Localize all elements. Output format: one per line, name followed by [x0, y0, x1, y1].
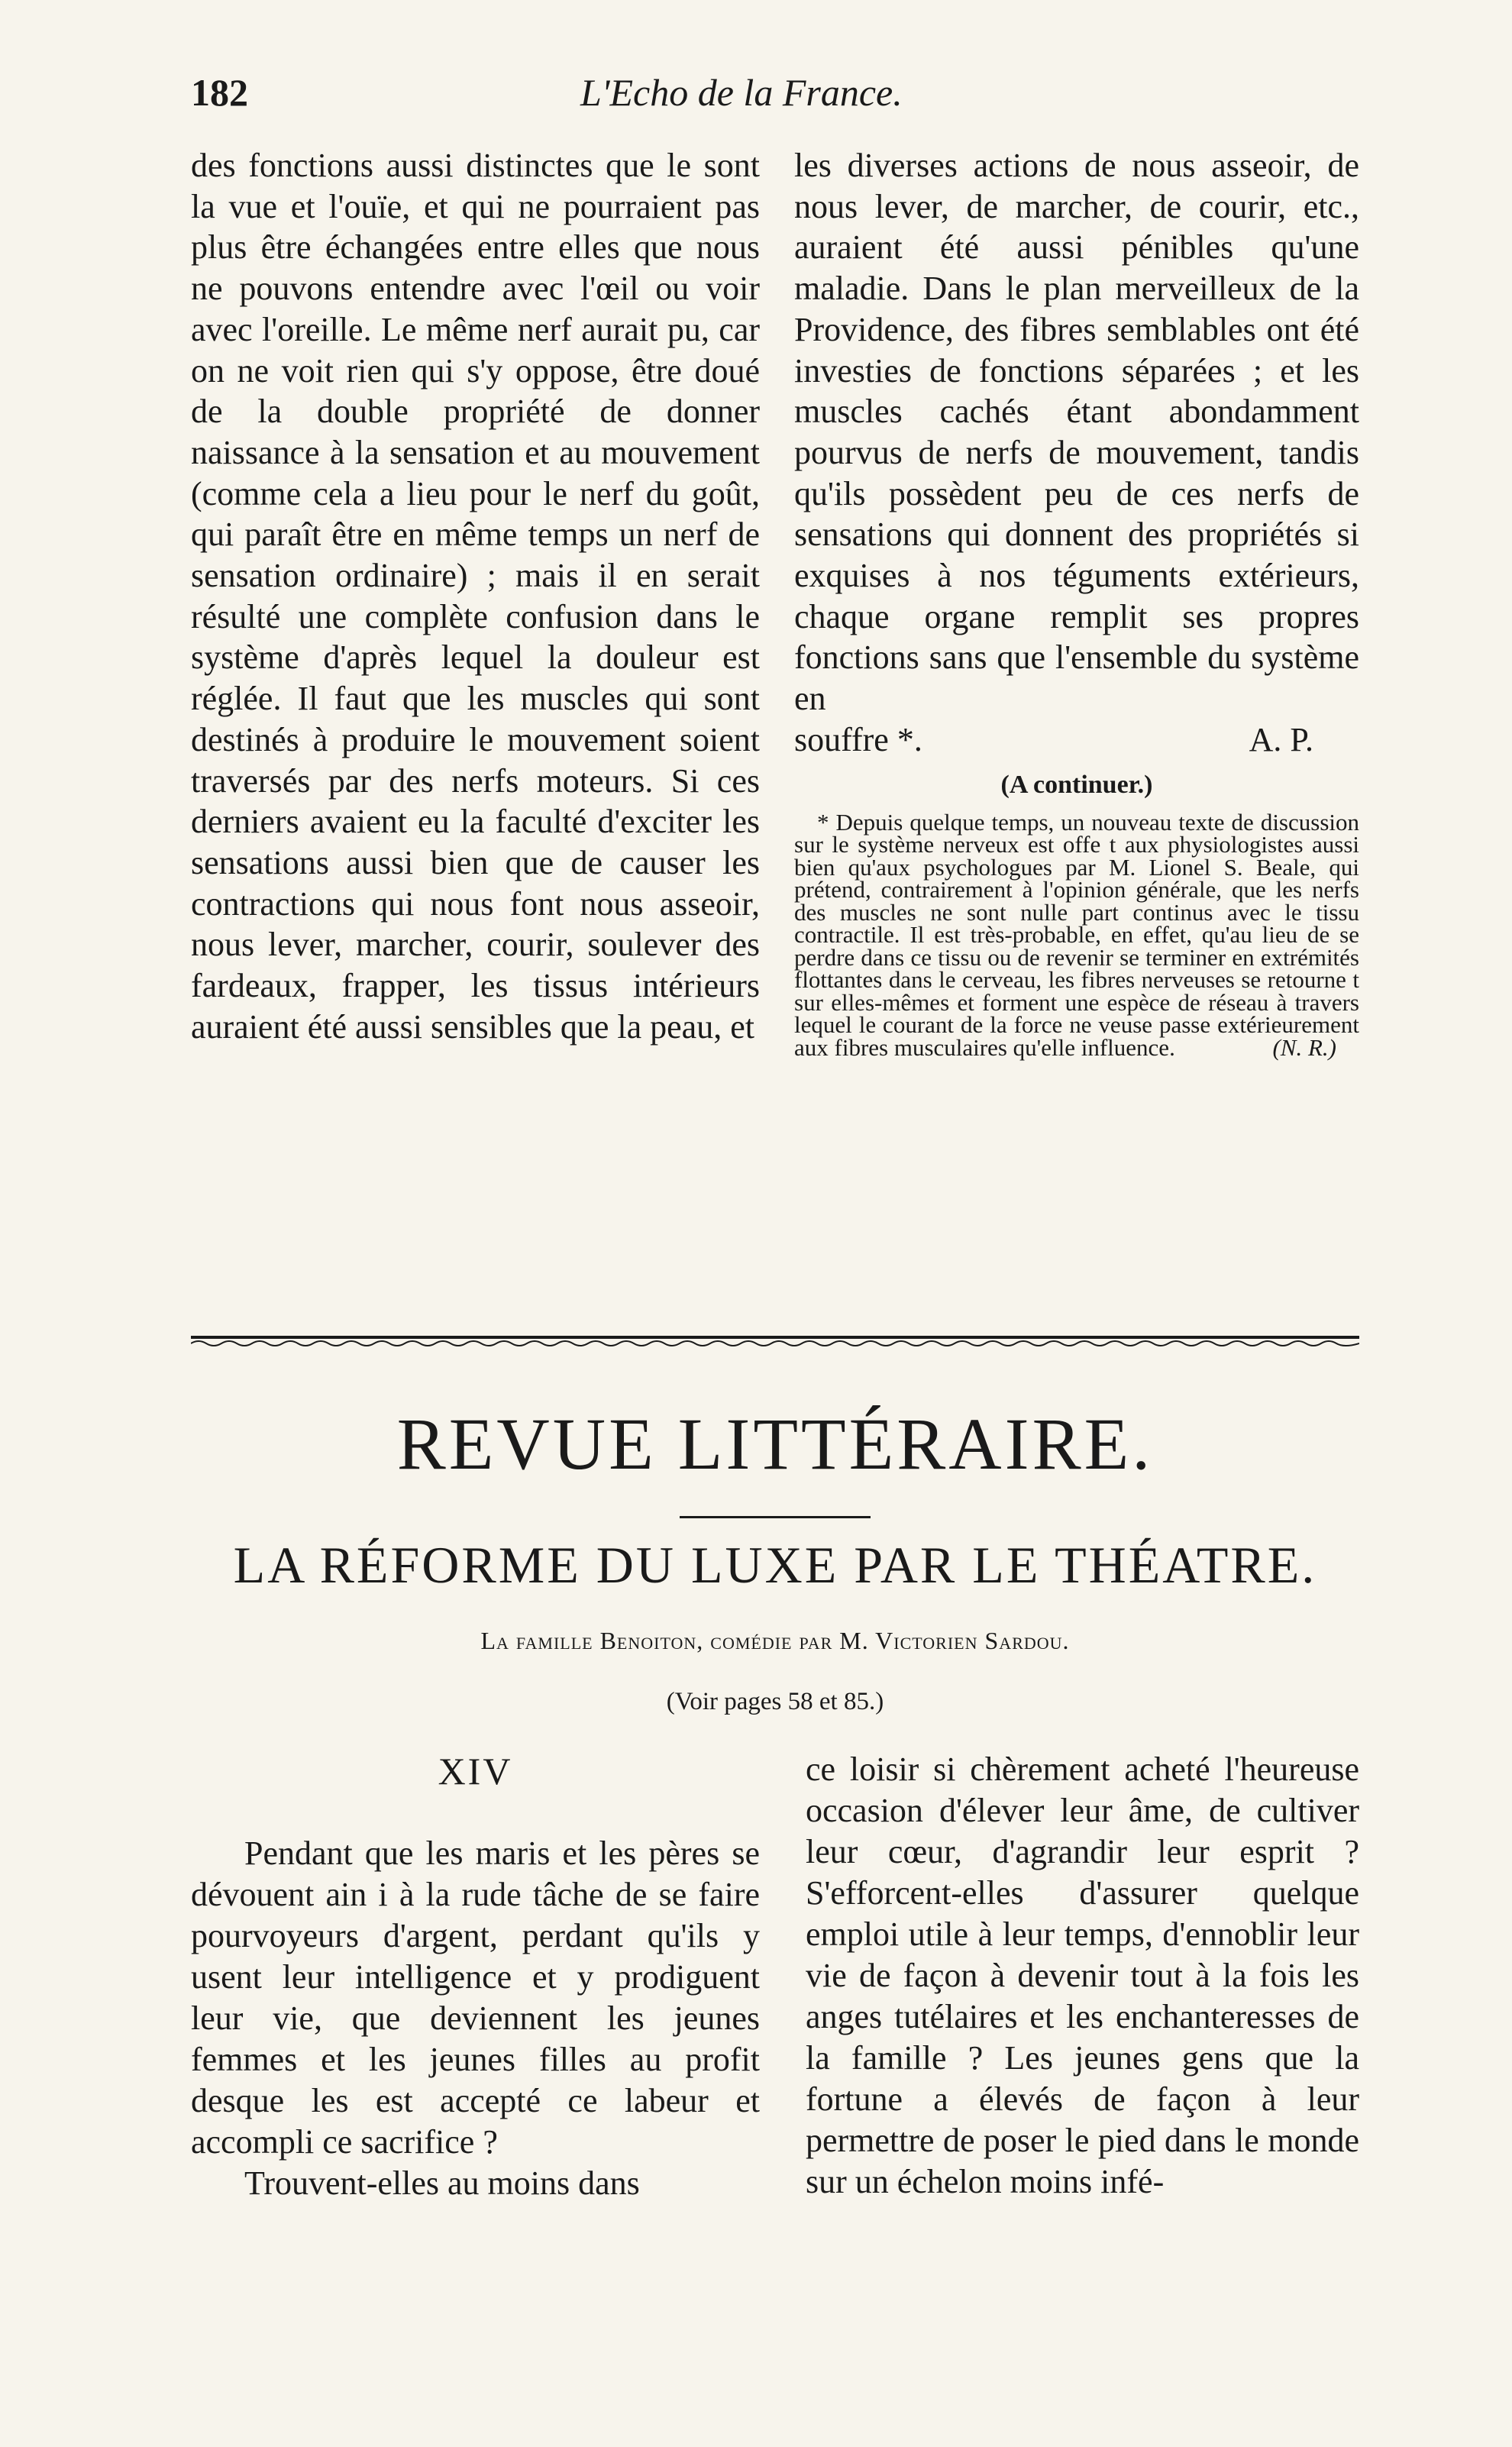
to-be-continued: (A continuer.) — [1000, 770, 1153, 799]
footnote-attribution: (N. R.) — [1272, 1034, 1336, 1062]
see-pages-note: (Voir pages 58 et 85.) — [666, 1688, 884, 1715]
top-left-column — [191, 145, 760, 1047]
page-number: 182 — [191, 71, 248, 114]
running-title: L'Echo de la France. — [580, 71, 903, 114]
footnote-text: * Depuis quelque temps, un nouveau texte de discussion sur le système nerveux est offe t aux physiologistes aussi bien qu'aux psychologues par M. Lionel S. Beale, qui prétend, contrairement à l'opinion générale, que les nerfs des muscles ne sont nulle part continus avec le tissu contractile. Il est très-probable, en effet, qu'au lieu de se perdre dans ce tissu ou de revenir se terminer en extrémités flottantes dans le cerveau, les fibres nerveuses se retourne t sur elles-mêmes et forment une espèce de réseau à travers lequel le courant de la force ne veuse passe extérieurement aux fibres musculaires qu'elle influence. — [794, 808, 1359, 1061]
closing-words: souffre *. — [794, 720, 922, 758]
ornamental-divider — [191, 1334, 1359, 1348]
body-paragraph: Pendant que les maris et les pères se dévouent ain i à la rude tâche de se faire pourvoyeurs d'argent, perdant qu'ils y usent leur intelligence et y prodiguent leur vie, que deviennent les jeunes femmes et les jeunes filles au profit desque les est accepté ce labeur et accompli ce sacrifice ? — [191, 1834, 760, 2161]
body-paragraph: les diverses actions de nous asseoir, de nous lever, de marcher, de courir, etc., auraient été aussi pénibles qu'une maladie. Dans le plan merveilleux de la Providence, des fibres semblables ont été investies de fonctions séparées ; et les muscles cachés étant abondamment pourvus de nerfs de mouvement, tandis qu'ils possèdent peu de ces nerfs de sensations qui donnent des propriétés si exquises à nos téguments extérieurs, chaque organe remplit ses propres fonctions sans que l'ensemble du système en — [794, 147, 1359, 718]
chapter-number: XIV — [438, 1750, 513, 1792]
short-rule — [680, 1516, 871, 1518]
byline: La famille Benoiton, comédie par M. Victorien Sardou. — [480, 1627, 1070, 1654]
article-title: LA RÉFORME DU LUXE PAR LE THÉATRE. — [233, 1536, 1317, 1594]
page-header — [191, 70, 1359, 131]
bottom-right-column — [806, 1749, 1359, 2203]
bottom-left-column — [191, 1833, 760, 2204]
footnote — [794, 808, 1359, 1062]
body-paragraph: Trouvent-elles au moins dans — [244, 2164, 640, 2202]
author-initials: A. P. — [1249, 720, 1313, 758]
section-title: REVUE LITTÉRAIRE. — [396, 1403, 1154, 1485]
body-paragraph: ce loisir si chèrement acheté l'heureuse occasion d'élever leur âme, de cultiver leur cœur, d'agrandir leur esprit ? S'efforcent-elles d'assurer quelque emploi utile à leur temps, d'ennoblir leur vie de façon à devenir tout à la fois les anges tutélaires et les enchanteresses de la famille ? Les jeunes gens que la fortune a élevés de façon à leur permettre de poser le pied dans le monde sur un échelon moins infé- — [806, 1750, 1359, 2200]
body-paragraph: des fonctions aussi distinctes que le sont la vue et l'ouïe, et qui ne pourraient pas plus être échangées entre elles que nous ne pouvons entendre avec l'œil ou voir avec l'oreille. Le même nerf aurait pu, car on ne voit rien qui s'y oppose, être doué de la double propriété de donner naissance à la sensation et au mouvement (comme cela a lieu pour le nerf du goût, qui paraît être en même temps un nerf de sensation ordinaire) ; mais il en serait résulté une complète confusion dans le système d'après lequel la douleur est réglée. Il faut que les muscles qui sont destinés à produire le mouvement soient traversés par des nerfs moteurs. Si ces derniers avaient eu la faculté d'exciter les sensations aussi bien que de causer les contractions qui nous font nous asseoir, nous lever, marcher, courir, soulever des fardeaux, frapper, les tissus intérieurs auraient été aussi sensibles que la peau, et — [191, 147, 760, 1046]
signature-line — [794, 719, 1359, 761]
top-right-column — [794, 145, 1359, 1062]
